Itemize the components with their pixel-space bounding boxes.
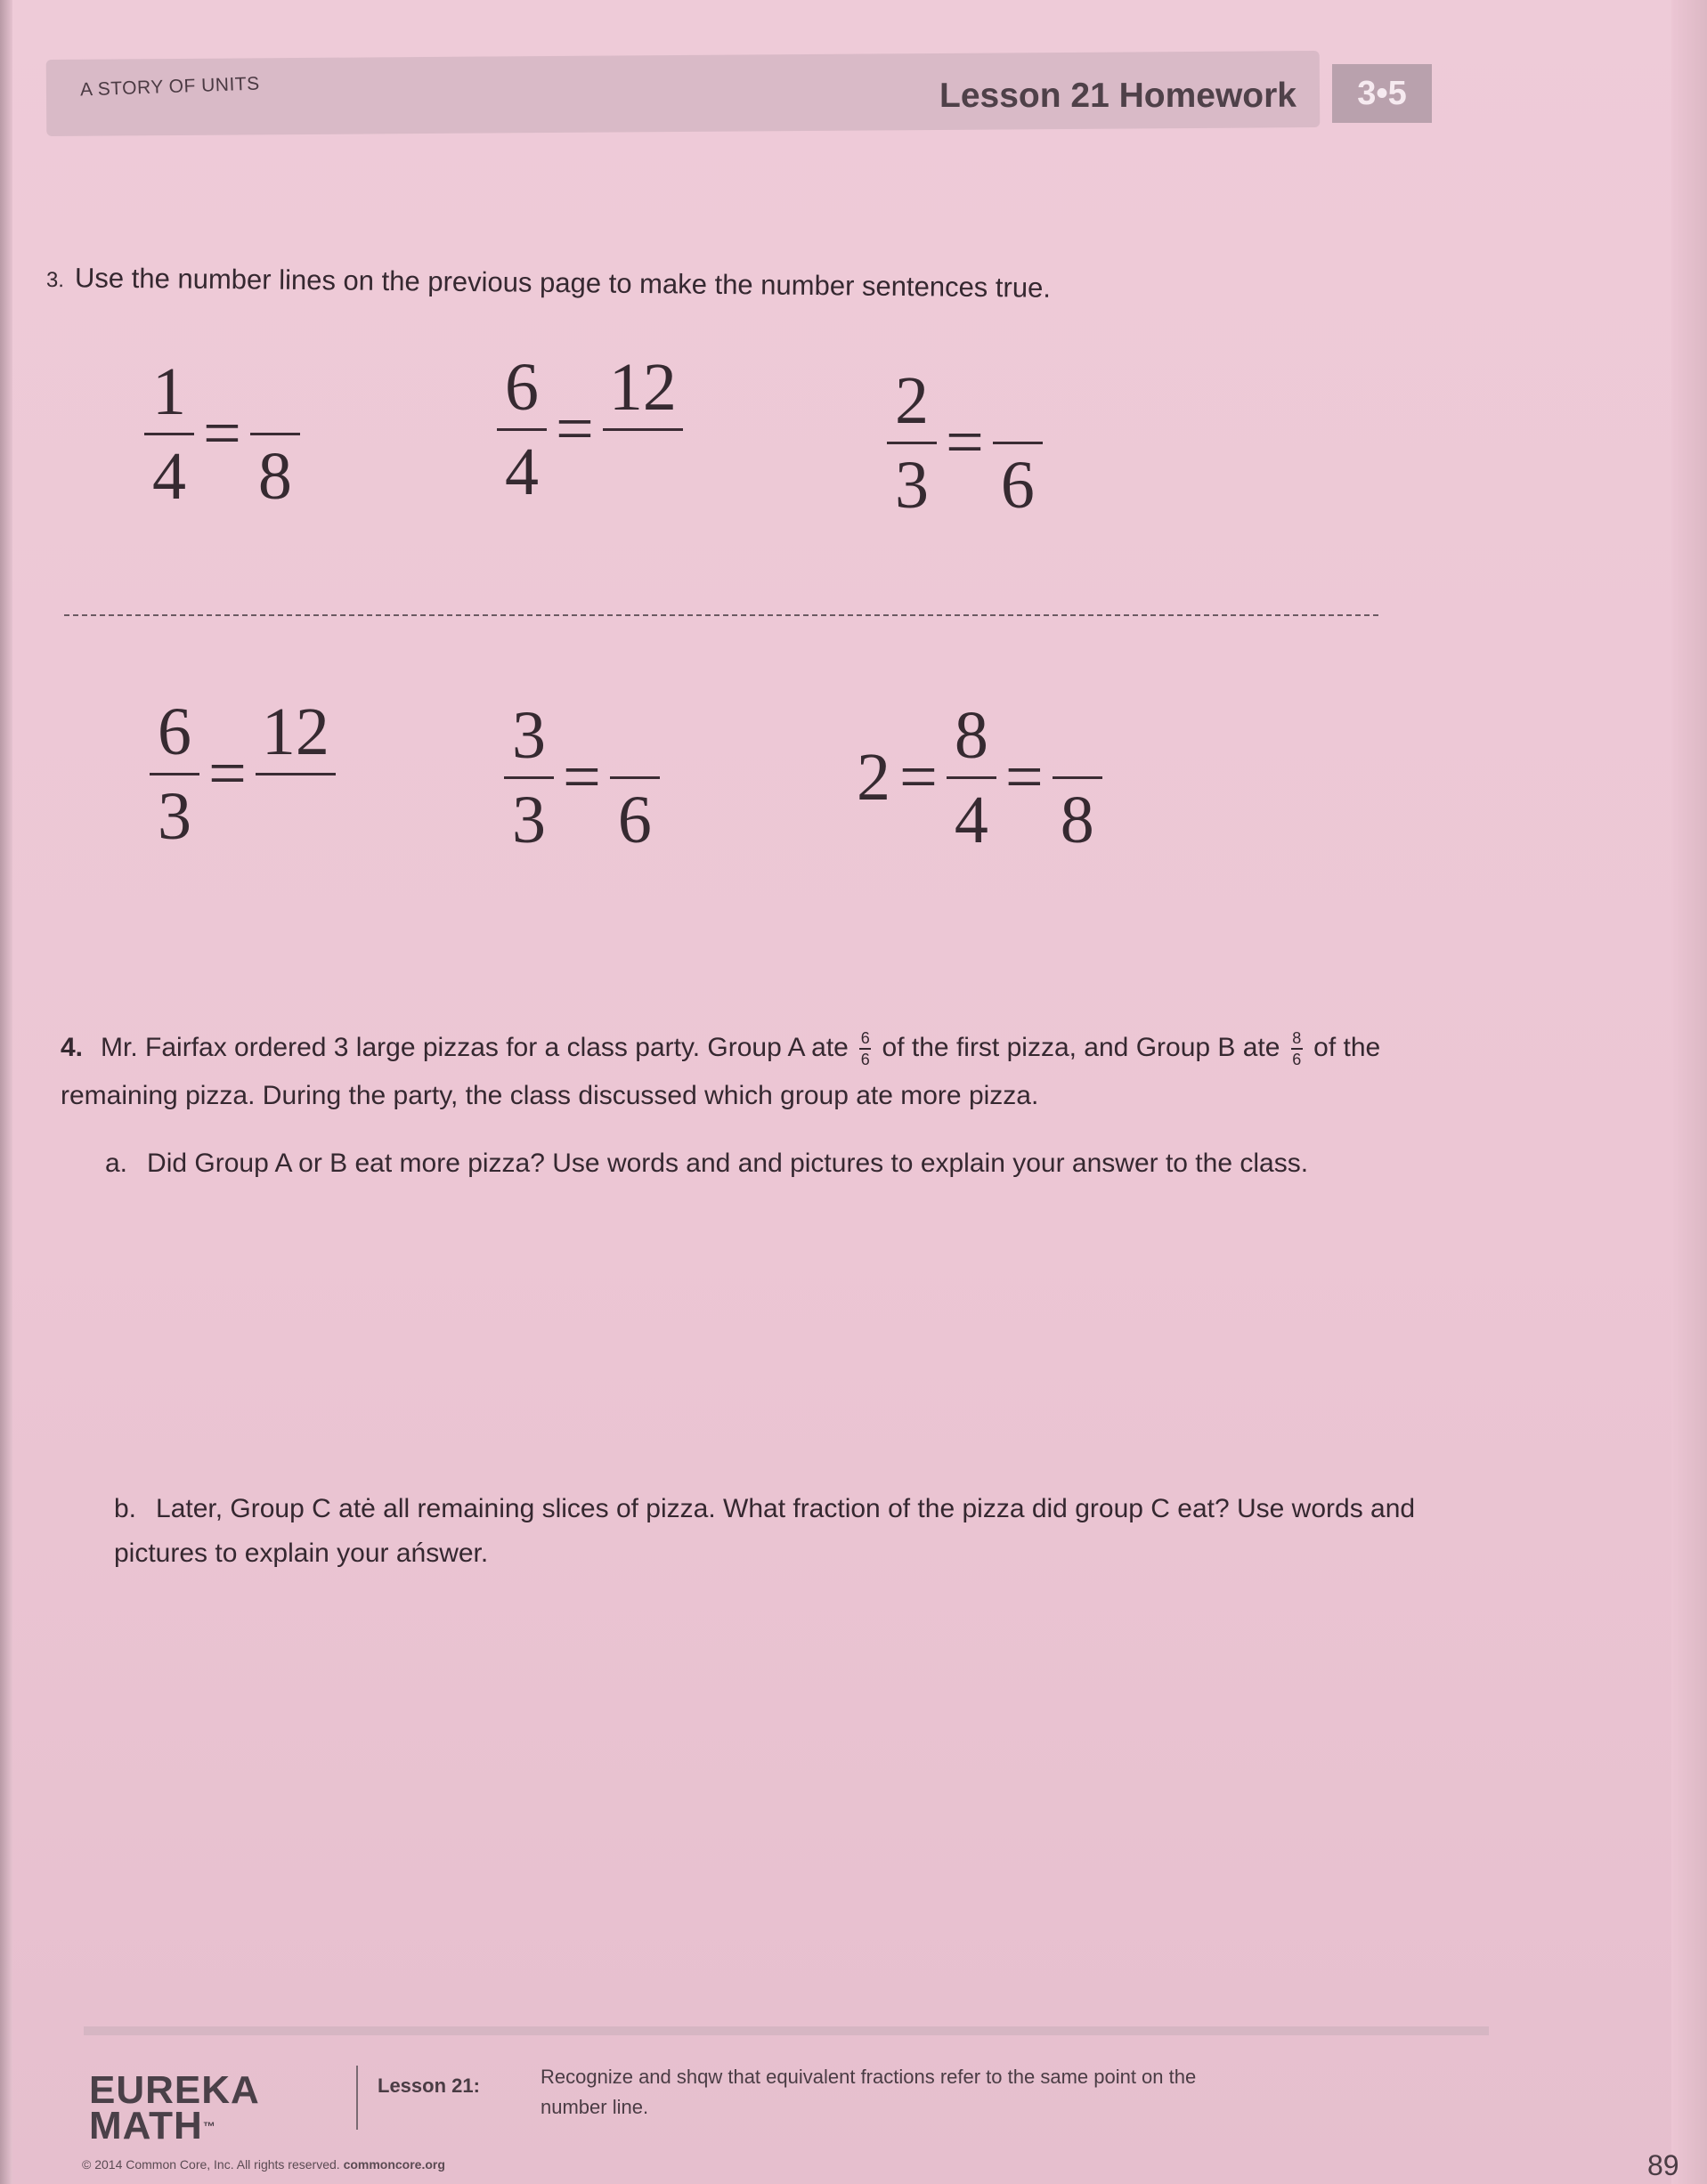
fraction-bar <box>504 776 554 779</box>
blank-fraction[interactable] <box>993 365 1043 521</box>
numerator: 12 <box>261 694 329 769</box>
dashed-divider <box>64 614 1378 616</box>
blank-fraction[interactable] <box>1053 700 1102 856</box>
denominator: 6 <box>617 783 652 857</box>
footer-objective: Recognize and shqw that equivalent fractions refer to the same point on the number line. <box>541 2066 1197 2118</box>
footer-lesson-label: Lesson 21: <box>378 2074 480 2097</box>
numerator: 8 <box>1292 1029 1302 1048</box>
fraction-bar <box>1291 1048 1303 1050</box>
denominator: 6 <box>1000 448 1035 523</box>
numerator: 6 <box>158 694 191 769</box>
copyright-notice <box>82 2157 445 2172</box>
fraction-group-b <box>1291 1029 1303 1068</box>
fraction-bar <box>150 773 199 775</box>
denominator: 4 <box>954 783 988 857</box>
fraction-bar <box>993 442 1043 444</box>
lesson-title: Lesson 21 Homework <box>939 77 1297 115</box>
equation-3 <box>887 365 1043 521</box>
copyright-site: commoncore.org <box>343 2157 445 2172</box>
trademark: ™ <box>202 2119 216 2133</box>
fraction-bar <box>250 433 300 435</box>
blank-fraction[interactable] <box>603 352 683 507</box>
fraction-group-a <box>859 1029 871 1068</box>
denominator: 3 <box>158 779 191 854</box>
question-text-part-2: of the first pizza, and Group B ate <box>882 1033 1280 1062</box>
fraction <box>150 696 199 852</box>
denominator: 8 <box>257 439 292 514</box>
fraction-bar <box>144 433 194 435</box>
brand-line-2: MATH <box>89 2104 203 2147</box>
equation-6 <box>857 700 1102 856</box>
page-number: 89 <box>1647 2149 1679 2181</box>
part-a-text: Did Group A or B eat more pizza? Use words and and pictures to explain your answer to the class. <box>147 1149 1309 1178</box>
copyright-text: © 2014 Common Core, Inc. All rights reserved. <box>82 2157 340 2172</box>
equals-sign: = <box>556 392 594 467</box>
question-4a <box>105 1149 1308 1179</box>
equation-4 <box>150 696 336 852</box>
denominator: 3 <box>895 448 929 523</box>
fraction-bar <box>947 776 996 779</box>
equals-sign: = <box>203 396 241 471</box>
fraction-bar <box>610 776 660 779</box>
equals-sign: = <box>1004 740 1044 815</box>
numerator: 12 <box>608 350 677 425</box>
denominator: 4 <box>152 439 186 514</box>
fraction-bar <box>887 442 937 444</box>
equation-5 <box>504 700 660 856</box>
whole-number: 2 <box>857 740 890 815</box>
grade-module-badge: 3•5 <box>1332 64 1432 123</box>
fraction-bar <box>859 1048 871 1050</box>
question-text: Use the number lines on the previous page to make the number sentences true. <box>74 262 1052 304</box>
fraction-bar <box>603 428 683 431</box>
numerator: 6 <box>505 350 539 425</box>
numerator: 3 <box>512 698 546 773</box>
equals-sign: = <box>563 740 601 815</box>
question-3-prompt <box>46 262 1051 304</box>
footer-divider <box>356 2066 358 2130</box>
page-edge-shadow <box>0 0 12 2184</box>
equals-sign: = <box>946 405 984 480</box>
question-text-part-1: Mr. Fairfax ordered 3 large pizzas for a class party. Group A ate <box>101 1033 849 1062</box>
part-label: a. <box>105 1149 128 1178</box>
fraction-bar <box>1053 776 1102 779</box>
fraction-bar <box>497 428 547 431</box>
question-text-part-3: of the remaining pizza. During the party, the class discussed which group ate more pizza. <box>61 1033 1381 1110</box>
numerator: 1 <box>152 354 186 429</box>
denominator: 6 <box>860 1051 870 1069</box>
brand-line-1: EUREKA <box>89 2068 260 2112</box>
series-label: A STORY OF UNITS <box>79 73 261 101</box>
denominator: 8 <box>1060 783 1094 857</box>
denominator: 6 <box>1292 1051 1302 1069</box>
fraction <box>144 356 194 512</box>
numerator: 8 <box>954 698 988 773</box>
footer-rule <box>84 2026 1489 2035</box>
question-4-prompt <box>61 1024 1450 1120</box>
question-number: 3. <box>45 268 65 293</box>
denominator: 4 <box>505 434 539 509</box>
fraction <box>947 700 996 856</box>
eureka-math-logo <box>89 2068 260 2147</box>
blank-fraction[interactable] <box>250 356 300 512</box>
page-right-edge <box>1671 0 1707 2184</box>
equation-2 <box>497 352 683 507</box>
numerator: 2 <box>895 363 929 438</box>
blank-fraction[interactable] <box>610 700 660 856</box>
equals-sign: = <box>208 736 247 811</box>
denominator: 3 <box>512 783 546 857</box>
fraction <box>887 365 937 521</box>
blank-fraction[interactable] <box>256 696 336 852</box>
part-label: b. <box>114 1494 137 1523</box>
part-b-text: Later, Group C atė all remaining slices of pizza. What fraction of the pizza did group C eat? Use words and pictures to explain your ańswer. <box>114 1494 1416 1568</box>
equation-1 <box>144 356 300 512</box>
question-number: 4. <box>61 1033 84 1062</box>
question-4b <box>114 1487 1485 1576</box>
fraction <box>497 352 547 507</box>
numerator: 6 <box>860 1029 870 1048</box>
fraction <box>504 700 554 856</box>
equals-sign: = <box>899 740 938 815</box>
fraction-bar <box>256 773 336 775</box>
